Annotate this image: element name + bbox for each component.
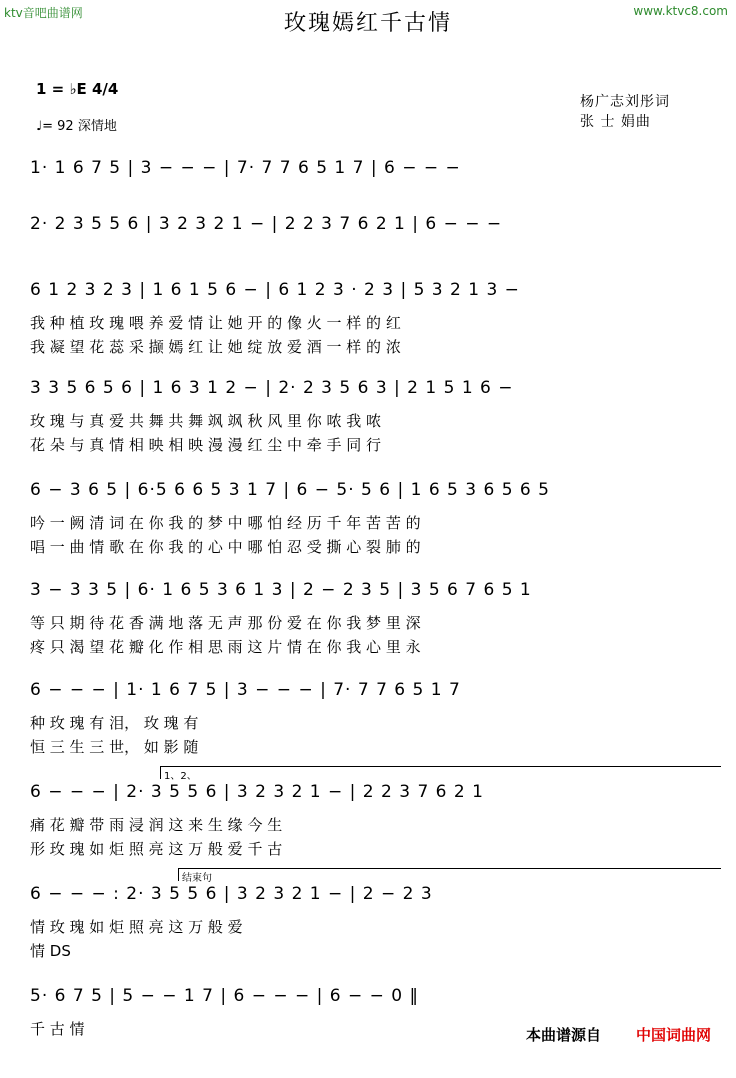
watermark-left: ktv音吧曲谱网: [4, 6, 83, 20]
score-row: [30, 884, 720, 976]
lyric-line-1: 痛 花 瓣 带 雨 浸 润 这 来 生 缘 今 生: [30, 816, 283, 834]
lyric-line-2: 恒 三 生 三 世， 如 影 随: [30, 738, 199, 756]
lyric-line-2: 疼 只 渴 望 花 瓣 化 作 相 思 雨 这 片 情 在 你 我 心 里 永: [30, 638, 421, 656]
score-row: [30, 378, 720, 470]
credits: [580, 92, 670, 132]
notation-line: 6 − − − : 2· 3 5 5 6 | 3 2 3 2 1 − | 2 − 2 3: [30, 884, 433, 904]
lyric-line-1: 吟 一 阙 清 词 在 你 我 的 梦 中 哪 怕 经 历 千 年 苦 苦 的: [30, 514, 421, 532]
score-row: [30, 782, 720, 874]
volta-label-1: 1、2、: [164, 771, 197, 782]
notation-line: 5· 6 7 5 | 5 − − 1 7 | 6 − − − | 6 − − 0 ‖: [30, 986, 420, 1006]
lyric-line-1: 情 玫 瑰 如 炬 照 亮 这 万 般 爱: [30, 918, 243, 936]
lyric-line-2: 唱 一 曲 情 歌 在 你 我 的 心 中 哪 怕 忍 受 撕 心 裂 肺 的: [30, 538, 421, 556]
volta-bracket-end: [178, 868, 721, 881]
notation-line: 6 1 2 3 2 3 | 1 6 1 5 6 − | 6 1 2 3 · 2 3 | 5 3 2 1 3 −: [30, 280, 520, 300]
lyric-line-1: 等 只 期 待 花 香 满 地 落 无 声 那 份 爱 在 你 我 梦 里 深: [30, 614, 421, 632]
notation-line: 6 − 3 6 5 | 6·5 6 6 5 3 1 7 | 6 − 5· 5 6 | 1 6 5 3 6 5 6 5: [30, 480, 550, 500]
footer-site-name: 中国词曲网: [636, 1026, 712, 1044]
lyricist-credit: 杨广志刘彤词: [580, 94, 670, 110]
score-row: [30, 986, 720, 1078]
lyric-line-2: 花 朵 与 真 情 相 映 相 映 漫 漫 红 尘 中 牵 手 同 行: [30, 436, 382, 454]
notation-line: 3 − 3 3 5 | 6· 1 6 5 3 6 1 3 | 2 − 2 3 5 | 3 5 6 7 6 5 1: [30, 580, 532, 600]
notation-line: 1· 1 6 7 5 | 3 − − − | 7· 7 7 6 5 1 7 | 6 − − −: [30, 158, 461, 178]
lyric-line-1: 我 种 植 玫 瑰 喂 养 爱 情 让 她 开 的 像 火 一 样 的 红: [30, 314, 401, 332]
lyric-line-1: 千 古 情: [30, 1020, 85, 1038]
composer-credit: 张 士 娟曲: [580, 114, 651, 130]
lyric-line-2: 形 玫 瑰 如 炬 照 亮 这 万 般 爱 千 古: [30, 840, 283, 858]
tempo-marking: ♩= 92 深情地: [36, 119, 117, 134]
score-row: [30, 280, 720, 372]
score-row: [30, 680, 720, 772]
notation-line: 2· 2 3 5 5 6 | 3 2 3 2 1 − | 2 2 3 7 6 2 1 | 6 − − −: [30, 214, 503, 234]
key-signature: 1 = ♭E 4/4: [36, 80, 119, 98]
footer-source-label: 本曲谱源自: [526, 1026, 602, 1044]
volta-bracket-1: [160, 766, 721, 779]
lyric-line-1: 种 玫 瑰 有 泪， 玫 瑰 有: [30, 714, 199, 732]
score-row: [30, 580, 720, 672]
notation-line: 3 3 5 6 5 6 | 1 6 3 1 2 − | 2· 2 3 5 6 3 | 2 1 5 1 6 −: [30, 378, 514, 398]
score-row: [30, 480, 720, 572]
watermark-right: www.ktvc8.com: [633, 4, 728, 18]
notation-line: 6 − − − | 1· 1 6 7 5 | 3 − − − | 7· 7 7 6 5 1 7: [30, 680, 461, 700]
song-title: 玫瑰嫣红千古情: [283, 11, 452, 36]
notation-line: 6 − − − | 2· 3 5 5 6 | 3 2 3 2 1 − | 2 2 3 7 6 2 1: [30, 782, 484, 802]
lyric-line-2: 我 凝 望 花 蕊 采 撷 嫣 红 让 她 绽 放 爱 酒 一 样 的 浓: [30, 338, 401, 356]
lyric-line-2: 情 DS: [30, 942, 71, 960]
ending-label: 结束句: [182, 873, 212, 884]
lyric-line-1: 玫 瑰 与 真 爱 共 舞 共 舞 飒 飒 秋 风 里 你 哝 我 哝: [30, 412, 382, 430]
